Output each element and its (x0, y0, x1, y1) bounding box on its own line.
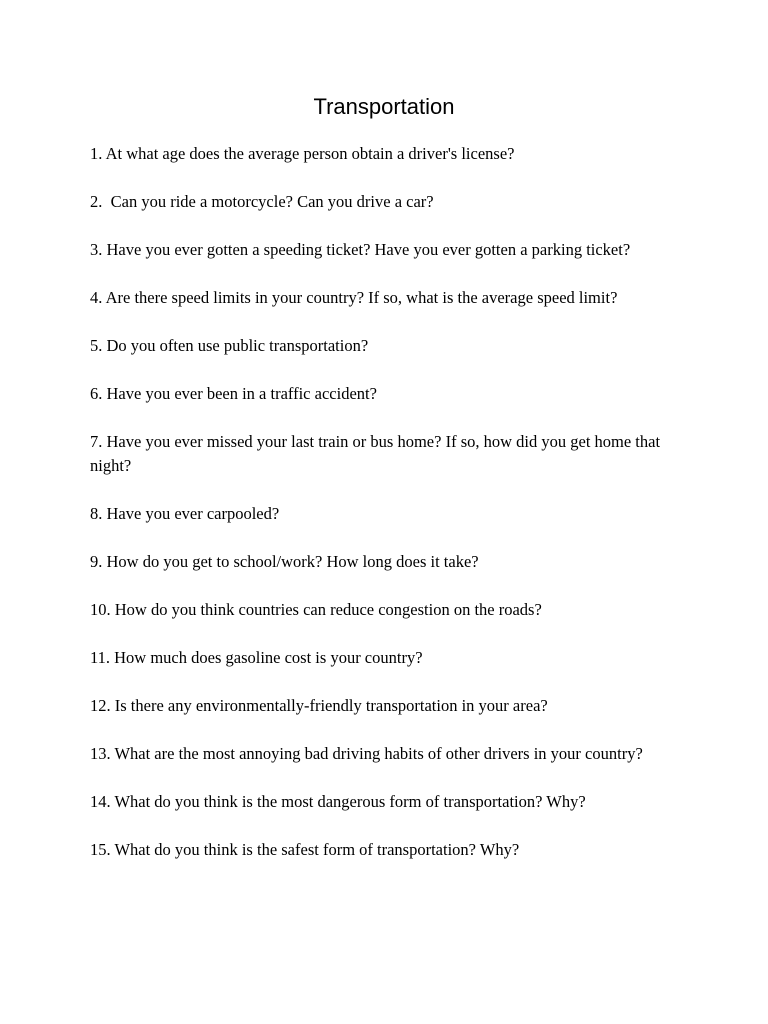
question-item: 14. What do you think is the most dangerous form of transportation? Why? (90, 792, 586, 811)
question-item: 8. Have you ever carpooled? (90, 504, 280, 523)
page-title: Transportation (313, 94, 455, 119)
question-item: 12. Is there any environmentally-friendly transportation in your area? (90, 696, 548, 715)
question-item: 6. Have you ever been in a traffic accident? (90, 384, 377, 403)
question-list (90, 142, 680, 886)
question-item: 7. Have you ever missed your last train or bus home? If so, how did you get home that night? (90, 432, 665, 475)
question-item: 9. How do you get to school/work? How long does it take? (90, 552, 479, 571)
question-item: 3. Have you ever gotten a speeding ticket? Have you ever gotten a parking ticket? (90, 240, 631, 259)
question-item: 15. What do you think is the safest form of transportation? Why? (90, 840, 520, 859)
question-item: 1. At what age does the average person obtain a driver's license? (90, 144, 515, 163)
question-item: 10. How do you think countries can reduce congestion on the roads? (90, 600, 542, 619)
question-item: 5. Do you often use public transportation? (90, 336, 369, 355)
question-item: 13. What are the most annoying bad driving habits of other drivers in your country? (90, 744, 643, 763)
question-item: 2. Can you ride a motorcycle? Can you drive a car? (90, 192, 434, 211)
question-item: 4. Are there speed limits in your country? If so, what is the average speed limit? (90, 288, 618, 307)
question-item: 11. How much does gasoline cost is your country? (90, 648, 423, 667)
